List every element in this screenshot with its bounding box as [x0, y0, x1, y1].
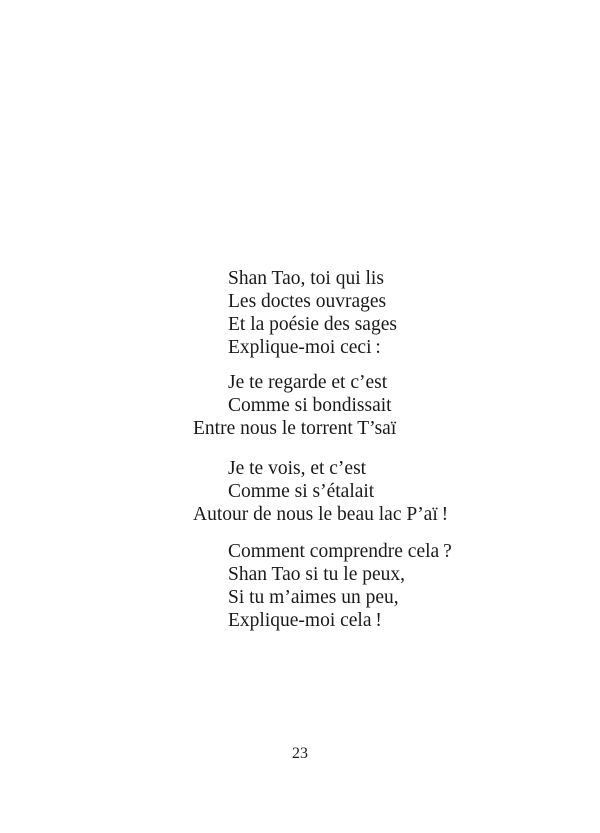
- poem-line: Shan Tao, toi qui lis: [228, 268, 384, 289]
- poem-line: Entre nous le torrent T’saï: [193, 418, 397, 439]
- poem-line: Je te regarde et c’est: [228, 372, 388, 393]
- poem-line: Comme si bondissait: [228, 395, 392, 416]
- poem-line: Les doctes ouvrages: [228, 291, 387, 312]
- poem-line: Explique-moi cela !: [228, 610, 382, 631]
- page-number: 23: [292, 745, 308, 762]
- poem-line: Et la poésie des sages: [228, 314, 397, 335]
- poem-line: Shan Tao si tu le peux,: [228, 564, 406, 585]
- poem-line: Je te vois, et c’est: [228, 458, 367, 479]
- poem-line: Comment comprendre cela ?: [228, 541, 452, 562]
- poem-line: Comme si s’étalait: [228, 481, 375, 502]
- poem-line: Autour de nous le beau lac P’aï !: [193, 504, 449, 525]
- poem-line: Si tu m’aimes un peu,: [228, 587, 399, 608]
- poem-line: Explique-moi ceci :: [228, 337, 381, 358]
